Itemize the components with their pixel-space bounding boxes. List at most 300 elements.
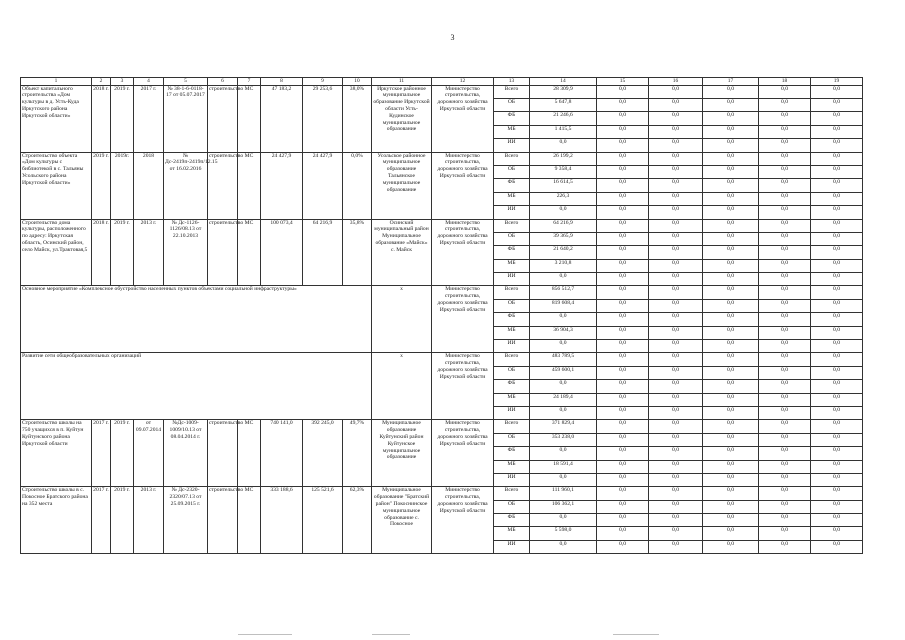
readiness-percent: 35,8% [343,219,372,286]
amount-value: 0,0 [597,487,649,500]
amount-value: 0,0 [811,340,863,353]
amount-value: 0,0 [703,487,759,500]
amount-value: 0,0 [811,98,863,111]
responsible-ministry: Министерство строительства, дорожного хозяйства Иркутской области [432,286,494,353]
column-number: 7 [238,78,261,86]
amount-value: 0,0 [530,473,597,486]
amount-value: 0,0 [811,514,863,527]
amount-value: 0,0 [703,527,759,540]
amount-value: 0,0 [811,487,863,500]
funding-source: МБ [494,393,530,406]
column-number: 12 [432,78,494,86]
amount-value: 0,0 [759,447,811,460]
amount-value: 0,0 [811,420,863,433]
responsible-ministry: Министерство строительства, дорожного хозяйства Иркутской области [432,219,494,286]
amount-value: 0,0 [703,98,759,111]
amount-value: 0,0 [649,192,703,205]
amount-value: 3 210,8 [530,259,597,272]
amount-value: 0,0 [703,353,759,366]
amount-value: 0,0 [703,380,759,393]
amount-value: 9 358,4 [530,165,597,178]
column-number: 3 [111,78,134,86]
amount-value: 0,0 [759,299,811,312]
ownership-form: МС [238,487,261,554]
amount-value: 0,0 [597,473,649,486]
amount-value: 0,0 [759,98,811,111]
amount-value: 0,0 [703,340,759,353]
funding-source: ИИ [494,473,530,486]
amount-value: 0,0 [649,540,703,553]
amount-value: 0,0 [597,540,649,553]
amount-value: 0,0 [811,299,863,312]
amount-value: 0,0 [759,433,811,446]
amount-value: 0,0 [703,232,759,245]
expertise-document: № Дс-2320-2320/07.13 от 25.09.2015 г. [164,487,208,554]
amount-value: 0,0 [811,393,863,406]
amount-value: 0,0 [530,380,597,393]
project-row [21,420,863,433]
amount-value: 106 362,1 [530,500,597,513]
amount-value: 0,0 [759,192,811,205]
amount-value: 0,0 [703,540,759,553]
amount-value: 0,0 [597,286,649,299]
amount-value: 0,0 [759,232,811,245]
funding-source: ФБ [494,447,530,460]
amount-value: 0,0 [703,433,759,446]
funding-source: ИИ [494,340,530,353]
amount-value: 0,0 [811,165,863,178]
amount-value: 0,0 [597,380,649,393]
work-type: строительство [208,85,238,152]
event-title: Основное мероприятие «Комплексное обустройство населенных пунктов объектами социальной инфраструктуры» [21,286,372,353]
object-name: Строительство дома культуры, расположенного по адресу: Иркутская область, Осинский район, село Майск, ул.Трактовая,5 [21,219,92,286]
column-number: 9 [303,78,343,86]
amount-value: 0,0 [530,206,597,219]
amount-value: 0,0 [811,286,863,299]
amount-value: 0,0 [811,192,863,205]
amount-value: 36 904,3 [530,326,597,339]
funding-source: Всего [494,85,530,98]
amount-value: 0,0 [703,139,759,152]
amount-value: 0,0 [759,514,811,527]
amount-value: 0,0 [597,460,649,473]
amount-value: 0,0 [649,420,703,433]
amount-value: 0,0 [703,219,759,232]
amount-value: 0,0 [759,473,811,486]
amount-value: 0,0 [703,393,759,406]
amount-value: 0,0 [597,98,649,111]
amount-value: 0,0 [597,500,649,513]
amount-value: 0,0 [597,192,649,205]
amount-value: 0,0 [811,406,863,419]
amount-value: 0,0 [759,420,811,433]
design-year: 2013 г. [134,487,164,554]
column-number: 4 [134,78,164,86]
funding-source: Всего [494,420,530,433]
column-number: 5 [164,78,208,86]
column-number: 13 [494,78,530,86]
amount-value: 0,0 [649,273,703,286]
amount-value: 0,0 [759,152,811,165]
responsible-ministry: Министерство строительства, дорожного хозяйства Иркутской области [432,152,494,219]
amount-value: 0,0 [811,139,863,152]
amount-value: 0,0 [759,380,811,393]
amount-value: 0,0 [649,433,703,446]
funding-source: Всего [494,286,530,299]
funding-source: МБ [494,460,530,473]
readiness-percent: 49,7% [343,420,372,487]
amount-value: 0,0 [597,125,649,138]
amount-value: 0,0 [759,393,811,406]
amount-value: 819 608,4 [530,299,597,312]
responsible-ministry: Министерство строительства, дорожного хозяйства Иркутской области [432,487,494,554]
funding-source: ОБ [494,98,530,111]
amount-value: 0,0 [703,313,759,326]
amount-value: 0,0 [703,299,759,312]
amount-value: 0,0 [649,286,703,299]
amount-value: 0,0 [649,514,703,527]
amount-value: 0,0 [597,514,649,527]
amount-value: 21 640,2 [530,246,597,259]
amount-value: 0,0 [649,326,703,339]
remaining-cost: 64 216,9 [303,219,343,286]
funding-source: МБ [494,259,530,272]
amount-value: 0,0 [649,232,703,245]
column-number: 11 [372,78,432,86]
start-year: 2018 г. [92,85,111,152]
end-year: 2019 г. [111,487,134,554]
amount-value: 0,0 [811,273,863,286]
recipient-municipality: Муниципальное образование "Братский район" Покоснинское муниципальное образование с. Покосное [372,487,432,554]
amount-value: 0,0 [703,125,759,138]
amount-value: 0,0 [703,85,759,98]
amount-value: 0,0 [759,246,811,259]
estimated-cost: 24 427,9 [261,152,303,219]
amount-value: 0,0 [530,273,597,286]
amount-value: 0,0 [597,447,649,460]
amount-value: 0,0 [811,527,863,540]
estimated-cost: 333 188,6 [261,487,303,554]
amount-value: 0,0 [649,406,703,419]
design-year: от 09.07.2014 [134,420,164,487]
amount-value: 0,0 [597,219,649,232]
amount-value: 0,0 [759,165,811,178]
amount-value: 0,0 [811,219,863,232]
amount-value: 0,0 [597,340,649,353]
amount-value: 0,0 [811,353,863,366]
amount-value: 0,0 [597,366,649,379]
column-number: 6 [208,78,238,86]
amount-value: 0,0 [703,165,759,178]
amount-value: 0,0 [649,393,703,406]
amount-value: 0,0 [597,206,649,219]
amount-value: 0,0 [759,540,811,553]
amount-value: 371 829,4 [530,420,597,433]
expertise-document: № Дс-2419п-2419п/12.15 от 16.02.2016 [164,152,208,219]
amount-value: 0,0 [649,340,703,353]
amount-value: 0,0 [811,313,863,326]
amount-value: 0,0 [649,259,703,272]
amount-value: 0,0 [811,232,863,245]
amount-value: 0,0 [811,460,863,473]
amount-value: 0,0 [597,232,649,245]
column-number: 19 [811,78,863,86]
amount-value: 0,0 [811,206,863,219]
design-year: 2013 г. [134,219,164,286]
estimated-cost: 100 073,4 [261,219,303,286]
amount-value: 0,0 [811,85,863,98]
funding-source: ФБ [494,112,530,125]
project-row [21,85,863,98]
start-year: 2019 г. [92,152,111,219]
amount-value: 0,0 [811,433,863,446]
amount-value: 0,0 [703,112,759,125]
amount-value: 28 309,9 [530,85,597,98]
amount-value: 0,0 [597,139,649,152]
amount-value: 0,0 [703,273,759,286]
funding-source: Всего [494,152,530,165]
amount-value: 0,0 [649,500,703,513]
funding-source: ОБ [494,500,530,513]
ownership-form: МС [238,85,261,152]
amount-value: 0,0 [649,85,703,98]
scan-mark [613,634,659,635]
amount-value: 459 600,1 [530,366,597,379]
funding-source: ОБ [494,366,530,379]
amount-value: 0,0 [530,139,597,152]
amount-value: 483 789,5 [530,353,597,366]
amount-value: 0,0 [703,192,759,205]
amount-value: 0,0 [811,259,863,272]
amount-value: 0,0 [597,165,649,178]
amount-value: 0,0 [649,366,703,379]
funding-source: Всего [494,219,530,232]
amount-value: 226,3 [530,192,597,205]
amount-value: 0,0 [597,179,649,192]
column-number: 10 [343,78,372,86]
amount-value: 21 246,6 [530,112,597,125]
amount-value: 0,0 [811,447,863,460]
project-row [21,487,863,500]
responsible-ministry: Министерство строительства, дорожного хозяйства Иркутской области [432,353,494,420]
amount-value: 0,0 [703,179,759,192]
amount-value: 0,0 [597,420,649,433]
start-year: 2017 г. [92,420,111,487]
ownership-form: МС [238,219,261,286]
amount-value: 0,0 [811,246,863,259]
amount-value: 0,0 [811,112,863,125]
design-year: 2017 г. [134,85,164,152]
funding-source: ОБ [494,165,530,178]
project-row [21,219,863,232]
amount-value: 0,0 [811,500,863,513]
amount-value: 0,0 [649,206,703,219]
event-row [21,353,863,366]
amount-value: 353 238,0 [530,433,597,446]
amount-value: 0,0 [530,313,597,326]
expertise-document: №Дс-1009-1009/10.13 от 08.04.2014 г. [164,420,208,487]
amount-value: 0,0 [703,420,759,433]
amount-value: 5 598,0 [530,527,597,540]
amount-value: 0,0 [811,380,863,393]
amount-value: 0,0 [759,500,811,513]
remaining-cost: 24 427,9 [303,152,343,219]
start-year: 2017 г. [92,487,111,554]
amount-value: 0,0 [759,273,811,286]
column-number: 16 [649,78,703,86]
amount-value: 0,0 [649,219,703,232]
remaining-cost: 125 521,6 [303,487,343,554]
amount-value: 18 591,4 [530,460,597,473]
column-number: 17 [703,78,759,86]
amount-value: 0,0 [703,206,759,219]
page-number: 3 [450,33,455,42]
amount-value: 0,0 [530,406,597,419]
amount-value: 0,0 [759,206,811,219]
amount-value: 0,0 [649,246,703,259]
amount-value: 0,0 [649,527,703,540]
funding-source: ФБ [494,380,530,393]
amount-value: 0,0 [759,326,811,339]
amount-value: 0,0 [759,286,811,299]
amount-value: 0,0 [759,366,811,379]
column-number: 15 [597,78,649,86]
amount-value: 856 512,7 [530,286,597,299]
funding-source: МБ [494,125,530,138]
amount-value: 0,0 [703,500,759,513]
funding-source: ОБ [494,232,530,245]
amount-value: 0,0 [811,179,863,192]
funding-source: ФБ [494,179,530,192]
funding-source: Всего [494,487,530,500]
amount-value: 0,0 [649,139,703,152]
funding-source: Всего [494,353,530,366]
amount-value: 0,0 [703,460,759,473]
ownership-form: МС [238,152,261,219]
project-row [21,152,863,165]
amount-value: 0,0 [649,460,703,473]
amount-value: 0,0 [703,259,759,272]
funding-source: ИИ [494,139,530,152]
amount-value: 0,0 [703,514,759,527]
recipient-municipality: Иркутское районное муниципальное образование Иркутской области Усть-Кудинское муниципальное образование [372,85,432,152]
amount-value: 0,0 [759,406,811,419]
amount-value: 0,0 [759,353,811,366]
funding-source: ИИ [494,273,530,286]
responsible-ministry: Министерство строительства, дорожного хозяйства Иркутской области [432,420,494,487]
funding-source: ИИ [494,206,530,219]
readiness-percent: 62,3% [343,487,372,554]
object-name: Объект капитального строительства «Дом культуры в д. Усть-Куда Иркутского района Иркутской области» [21,85,92,152]
amount-value: 0,0 [597,152,649,165]
event-x-mark: х [372,286,432,353]
amount-value: 0,0 [597,527,649,540]
amount-value: 0,0 [703,326,759,339]
funding-source: ФБ [494,313,530,326]
amount-value: 0,0 [649,447,703,460]
amount-value: 0,0 [530,514,597,527]
amount-value: 0,0 [649,112,703,125]
amount-value: 0,0 [811,152,863,165]
object-name: Строительство школы на 750 учащихся в п. Куйтун Куйтунского района Иркутской области [21,420,92,487]
amount-value: 0,0 [597,326,649,339]
amount-value: 1 415,5 [530,125,597,138]
column-number: 18 [759,78,811,86]
amount-value: 0,0 [597,259,649,272]
funding-source: ИИ [494,406,530,419]
amount-value: 16 614,5 [530,179,597,192]
ownership-form: МС [238,420,261,487]
amount-value: 0,0 [597,406,649,419]
amount-value: 0,0 [597,112,649,125]
amount-value: 39 365,9 [530,232,597,245]
end-year: 2019 г. [111,219,134,286]
amount-value: 0,0 [759,85,811,98]
object-name: Строительство объекта «Дом культуры с библиотекой в с. Тальяны Усольского района Иркутской области» [21,152,92,219]
amount-value: 0,0 [811,366,863,379]
amount-value: 0,0 [649,380,703,393]
amount-value: 0,0 [649,165,703,178]
remaining-cost: 29 253,6 [303,85,343,152]
column-number: 8 [261,78,303,86]
amount-value: 0,0 [759,112,811,125]
event-x-mark: х [372,353,432,420]
work-type: строительство [208,219,238,286]
expertise-document: № 38-1-6-0118-17 от 05.07.2017 [164,85,208,152]
recipient-municipality: Муниципальное образование Куйтунский район Куйтунское муниципальное образование [372,420,432,487]
amount-value: 0,0 [649,98,703,111]
design-year: 2018 [134,152,164,219]
event-title: Развитие сети общеобразовательных организаций [21,353,372,420]
amount-value: 0,0 [649,152,703,165]
amount-value: 111 960,1 [530,487,597,500]
amount-value: 0,0 [703,366,759,379]
amount-value: 0,0 [649,487,703,500]
readiness-percent: 0,0% [343,152,372,219]
amount-value: 0,0 [597,85,649,98]
amount-value: 0,0 [759,259,811,272]
amount-value: 0,0 [597,353,649,366]
amount-value: 0,0 [703,152,759,165]
amount-value: 0,0 [649,179,703,192]
end-year: 2019 г. [111,85,134,152]
amount-value: 24 189,4 [530,393,597,406]
amount-value: 0,0 [759,179,811,192]
amount-value: 0,0 [703,246,759,259]
amount-value: 0,0 [597,393,649,406]
amount-value: 0,0 [759,460,811,473]
scan-mark [238,634,292,635]
scan-mark [372,634,410,635]
remaining-cost: 392 245,0 [303,420,343,487]
amount-value: 0,0 [759,139,811,152]
funding-source: ФБ [494,246,530,259]
amount-value: 0,0 [811,326,863,339]
amount-value: 0,0 [811,125,863,138]
amount-value: 0,0 [649,313,703,326]
amount-value: 0,0 [597,313,649,326]
work-type: строительство [208,152,238,219]
funding-source: ОБ [494,299,530,312]
column-number: 14 [530,78,597,86]
expertise-document: № Дс-1126-1126/08.13 от 22.10.2013 [164,219,208,286]
amount-value: 0,0 [649,125,703,138]
funding-source: ИИ [494,540,530,553]
amount-value: 0,0 [703,447,759,460]
funding-source: МБ [494,326,530,339]
amount-value: 0,0 [649,299,703,312]
readiness-percent: 38,0% [343,85,372,152]
